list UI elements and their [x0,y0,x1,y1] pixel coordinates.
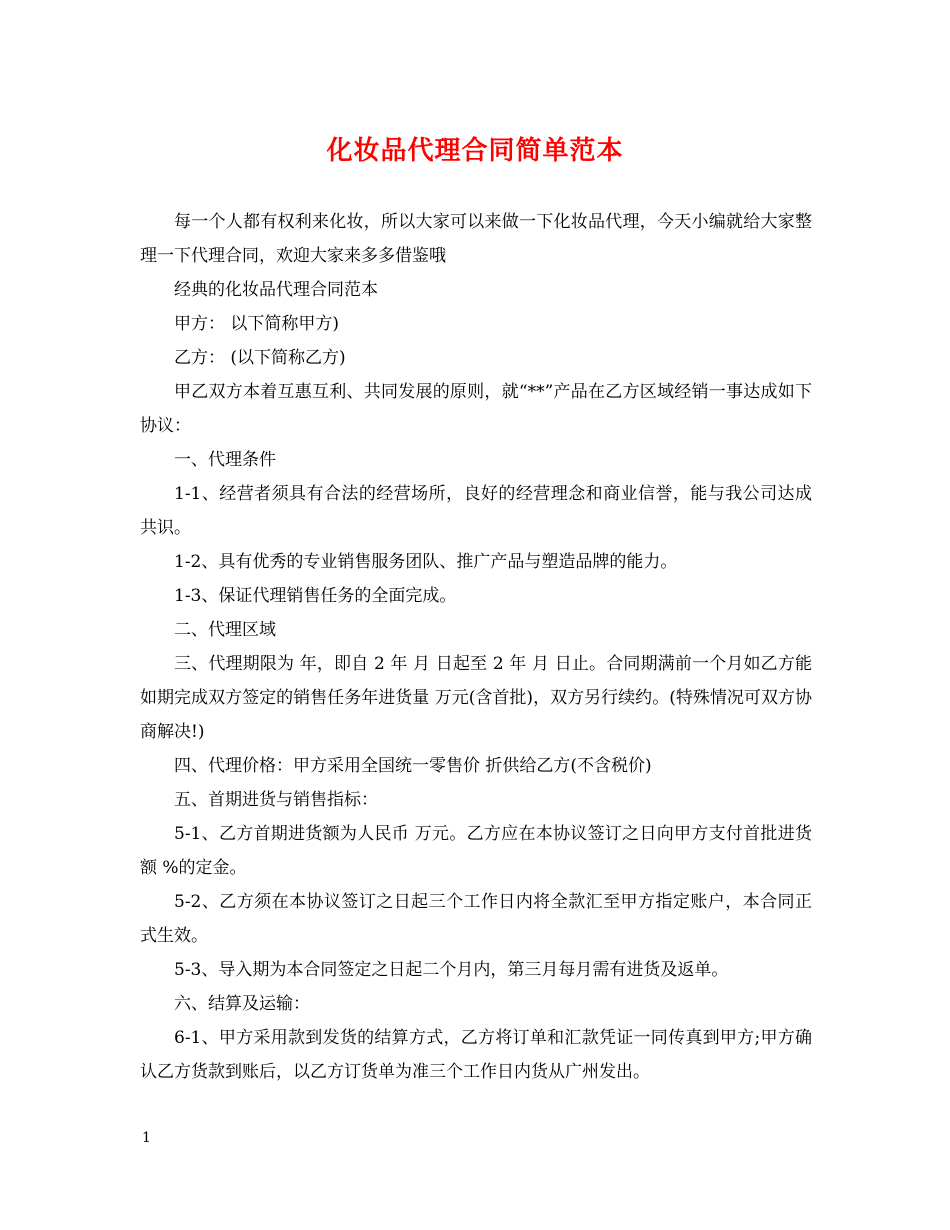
clause-1-3: 1-3、保证代理销售任务的全面完成。 [174,586,457,606]
paragraph-preamble: 甲乙双方本着互惠互利、共同发展的原则，就“**”产品在乙方区域经销一事达成如下协议： [140,382,812,436]
section-heading-2: 二、代理区域 [174,620,276,640]
clause-1-2: 1-2、具有优秀的专业销售服务团队、推广产品与塑造品牌的能力。 [174,552,678,572]
section-heading-5: 五、首期进货与销售指标： [174,790,378,810]
clause-5-2: 5-2、乙方须在本协议签订之日起三个工作日内将全款汇至甲方指定账户，本合同正式生效。 [140,892,812,946]
paragraph-subtitle: 经典的化妆品代理合同范本 [174,280,378,300]
document-body [140,205,812,1089]
document-title: 化妆品代理合同简单范本 [326,136,624,166]
section-4-price: 四、代理价格：甲方采用全国统一零售价 折供给乙方(不含税价) [174,756,652,776]
paragraph-party-a: 甲方： 以下简称甲方) [174,314,340,334]
clause-5-3: 5-3、导入期为本合同签定之日起二个月内，第三月每月需有进货及返单。 [174,960,729,980]
paragraph-party-b: 乙方： (以下简称乙方) [174,348,346,368]
section-heading-6: 六、结算及运输： [174,994,310,1014]
section-heading-1: 一、代理条件 [174,450,276,470]
clause-6-1: 6-1、甲方采用款到发货的结算方式，乙方将订单和汇款凭证一同传真到甲方;甲方确认乙方货款到账后，以乙方订货单为准三个工作日内货从广州发出。 [140,1028,812,1082]
paragraph-intro: 每一个人都有权利来化妆，所以大家可以来做一下化妆品代理，今天小编就给大家整理一下代理合同，欢迎大家来多多借鉴哦 [140,212,812,266]
clause-1-1: 1-1、经营者须具有合法的经营场所，良好的经营理念和商业信誉，能与我公司达成共识。 [140,484,812,538]
page-number: 1 [142,1130,151,1146]
clause-5-1: 5-1、乙方首期进货额为人民币 万元。乙方应在本协议签订之日向甲方支付首批进货额 %的定金。 [140,824,812,878]
section-3-term: 三、代理期限为 年，即自 2 年 月 日起至 2 年 月 日止。合同期满前一个月如乙方能如期完成双方签定的销售任务年进货量 万元(含首批)，双方另行续约。(特殊情况可双方协商解决!) [140,654,812,742]
